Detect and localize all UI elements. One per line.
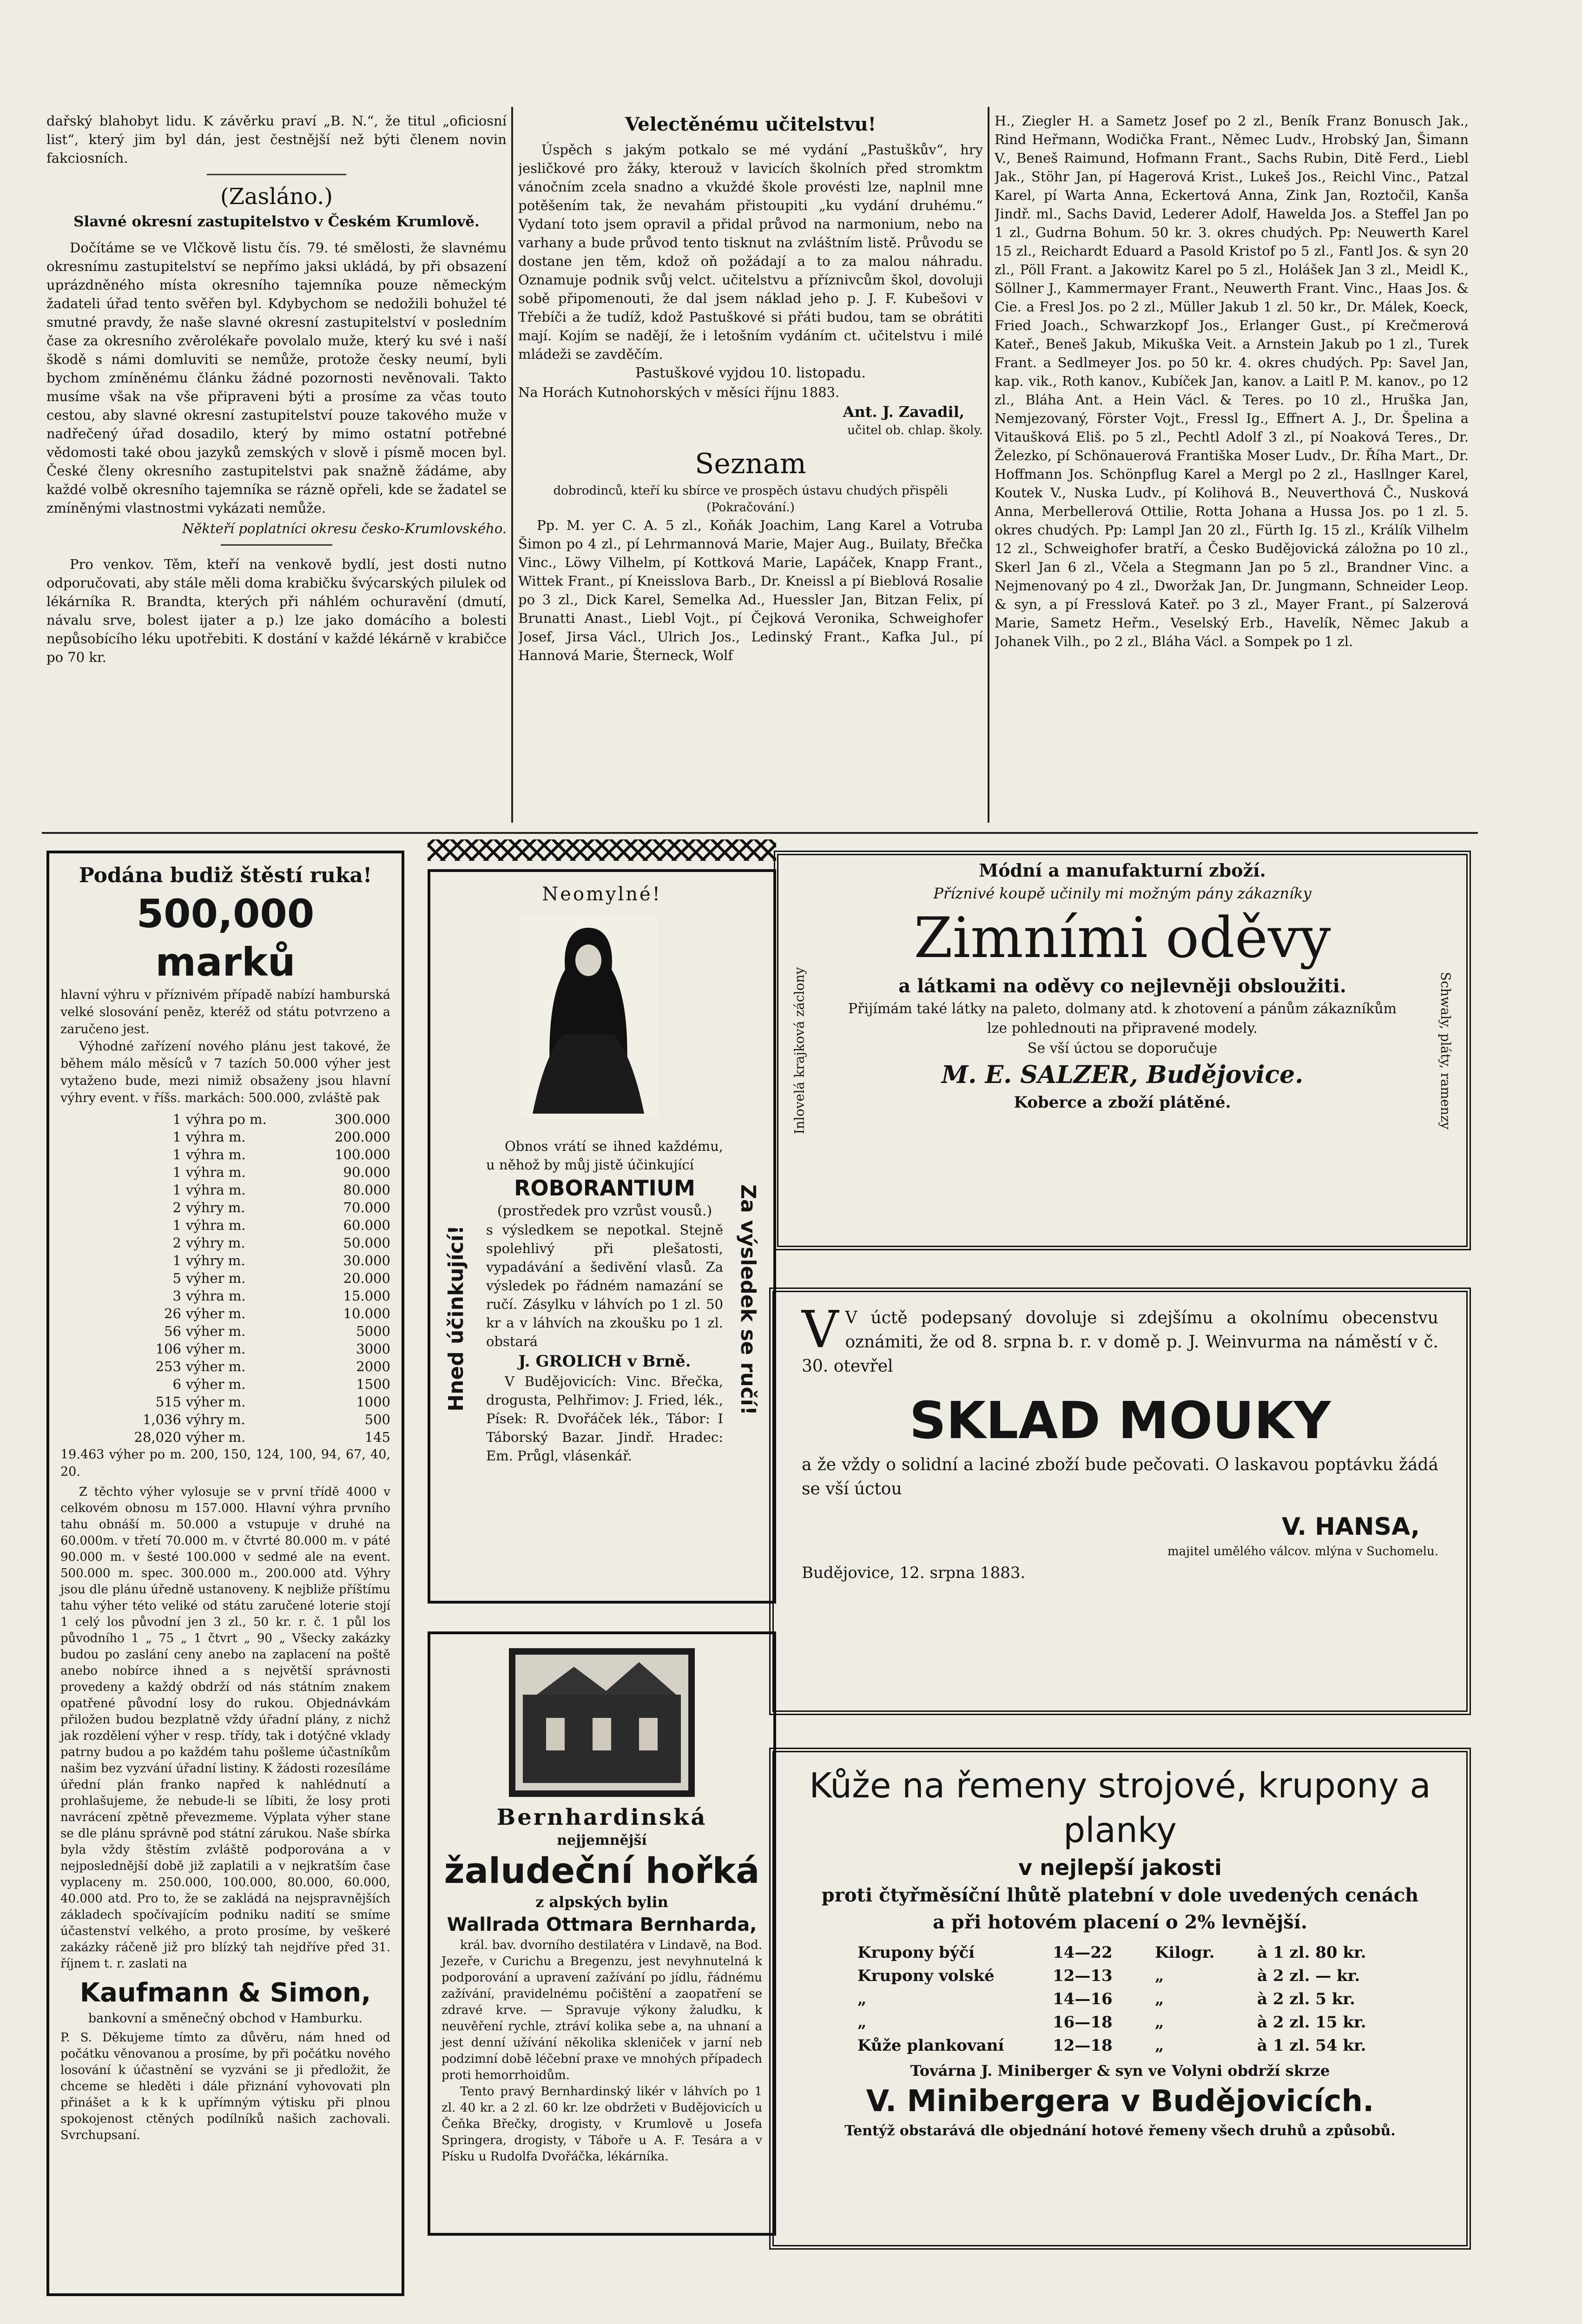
bitters-line-1: z alpských bylin — [535, 1893, 668, 1911]
bitters-body: král. bav. dvorního destilatéra v Lindavě, na Bod. Jezeře, v Curichu a Bregenzu, jest nevyhnutelná k podporování a upravení zažívání po jídlu, řádnému zažívání, pravidelnému počištění a zaopatření se zdravé krve. — Spravuje výkony žaludku, k neuvěření rychle, ztráví kolika sebe a, na uhnaní a jest denní užívání několika skleniček v jarní neb podzimní době léčební praxe ve mnohých případech proti hemorrhoidům. — [442, 1938, 762, 2082]
salzer-side-right — [1429, 920, 1462, 1181]
prize-row — [79, 1428, 390, 1446]
prize-amount: 90.000 — [343, 1164, 390, 1180]
prize-label: výhra po m. — [186, 1111, 267, 1127]
roborantium-ad — [428, 869, 776, 1604]
prize-count: 28,020 — [134, 1429, 181, 1445]
prize-amount: 1500 — [356, 1376, 390, 1392]
mouka-date: Budějovice, 12. srpna 1883. — [802, 1564, 1026, 1582]
roborantium-product-sub: (prostředek pro vzrůst vousů.) — [497, 1203, 712, 1219]
divider — [221, 544, 332, 546]
author-name: Ant. J. Zavadil, — [843, 403, 964, 421]
price-cell: à 2 zl. 5 kr. — [1257, 1990, 1355, 2008]
prize-amount: 60.000 — [343, 1217, 390, 1233]
salzer-line-2: a látkami na oděvy co nejlevněji obsloužiti. — [898, 975, 1346, 997]
leather-headline: Kůže na řemeny strojové, krupony a planky — [809, 1766, 1431, 1850]
prize-row — [79, 1322, 390, 1340]
prize-amount: 200.000 — [335, 1129, 390, 1145]
section-divider — [42, 832, 1478, 834]
prize-count: 6 — [172, 1376, 181, 1392]
unit-cell: „ — [1155, 2013, 1164, 2032]
mouka-body — [802, 1300, 1438, 1379]
prize-count: 1 — [172, 1253, 181, 1268]
prize-row — [79, 1375, 390, 1393]
salzer-top: Módní a manufakturní zboží. — [979, 860, 1266, 881]
salzer-side-left-label: Inlovelá krajková záclony — [791, 967, 807, 1134]
prize-row — [79, 1181, 390, 1199]
teachers-body: Úspěch s jakým potkalo se mé vydání „Pastuškův“, hry jesličkové pro žáky, kterouž v lavicích školních před stromktm vánočním zcela snadno a vkuždé škole provésti lze, naplnil mne potěšením tak, že nevahám přistoupiti „ku vydání druhému.“ Vydaní toto jsem opravil a přidal průvod na narmonium, nebo na varhany a bude průvod tento tisknut na zvláštním listě. Průvodu se dostane jen těm, kdož oň požádají a to za malou náhradu. Oznamuje podnik svůj velct. učitelstvu a příznivcům škol, dovoluji sobě připomenouti, že dal jsem náklad jeho p. J. F. Kubešovi v Třebíči a že tudíž, kdož Pastuškové si přáti budou, tam se obrátiti mají. Kojím se nadějí, že i letošním vydáním ct. učitelstvu i milé mládeži se zavděčím. — [518, 142, 983, 362]
price-cell: à 1 zl. 54 kr. — [1257, 2036, 1366, 2055]
bitters-brand: Bernhardinská — [496, 1804, 707, 1830]
prize-count: 1 — [172, 1182, 181, 1198]
prize-label: výhry m. — [186, 1235, 245, 1251]
article-intro: dařský blahobyt lidu. K závěrku praví „B. N.“, že titul „oficiosní list“, který jim byl dán, jest čestnější než býti členem novin fakciosních. — [46, 113, 507, 166]
leather-line-3: a při hotovém placení o 2% levnější. — [933, 1911, 1307, 1933]
drop-cap: V — [802, 1300, 839, 1359]
donor-list: H., Ziegler H. a Sametz Josef po 2 zl., Beník Franz Bonusch Jak., Rind Heřmann, Wodička Frant., Němec Ludv., Hrobský Jan, Šimann V., Beneš Raimund, Hofmann Frant., Sachs Rubin, Ditě Ferd., Liebl Jak., Stöhr Jan, pí Hagerová Krist., Lukeš Jos., Reichl Vinc., Patzal Karel, pí Warta Anna, Eckertová Anna, Zink Jan, Roztočil, Kanša Jindř. ml., Sachs David, Lederer Adolf, Hawelda Jos. a Steffel Jan po 1 zl., Gudrna Bohum. 50 kr. 3. okres chudých. Pp: Neuwerth Karel 15 zl., Reichardt Eduard a Pasold Kristof po 5 zl., Fantl Jos. & syn 20 zl., Pöll Frant. a Jakowitz Karel po 5 zl., Holášek Jan 3 zl., Meidl K., Söllner J., Kammermayer Frant., Neuwerth Frant. Vinc., Haas Jos. & Cie. a Fresl Jos. po 2 zl., Müller Jakub 1 zl. 50 kr., Dr. Málek, Koeck, Fried Joach., Schwarzkopf Jos., Erlanger Gust., pí Krečmerová Kateř., Beneš Jakub, Mikuška Veit. a Arnstein Jakub po 1 zl., Turek Frant. a Sedlmeyer Jos. po 50 kr. 4. okres chudých. Pp: Savel Jan, kap. vik., Roth kanov., Kubíček Jan, kanov. a Laitl P. M. kanov., po 12 zl., Bláha Ant. a Hein Václ. & Teres. po 10 zl., Hruška Jan, Nemjezovaný, Förster Vojt., Fressl Ig., Effnert A. J., Dr. Špelina a Vitaušková Eliš. po 5 zl., Pechtl Adolf 3 zl., pí Noaková Teres., Dr. Železko, pí Schönauerová Františka Moser Ludv., Dr. Říha Mart., Dr. Hoffmann Jos. Schönpflug Karel a Mergl po 2 zl., Hasllnger Karel, Koutek V., Nuska Ludv., pí Kolihová B., Neuverthová Č., Nusková Anna, Merbellerová Ottilie, Rotta Johana a Hussa Jos. po 1 zl. 5. okres chudých. Pp: Lampl Jan 20 zl., Fürth Ig. 15 zl., Králík Vilhelm 12 zl., Schweighofer bratří, a Česko Budějovická záložna po 10 zl., Skerl Jan 6 zl., Včela a Stegmann Jan po 5 zl., Brandner Vinc. a Nejmenovaný po 4 zl., Dworžak Jan, Dr. Jungmann, Schneider Leop. & syn, a pí Fresslová Kateř. po 3 zl., Mayer Frant., pí Salzerová Marie, Sametz Heřm., Veselský Erb., Havelík, Němec Jakub a Johanek Vilh., po 2 zl., Bláha Václ. a Sompek po 1 zl. — [995, 113, 1469, 649]
prize-count: 26 — [164, 1306, 181, 1321]
mouka-signer-title: majitel umělého válcov. mlýna v Suchomelu. — [1167, 1545, 1438, 1558]
prize-label: výhry m. — [186, 1200, 245, 1215]
weight-range-cell: 14—22 — [1053, 1943, 1113, 1962]
lottery-ad — [46, 851, 404, 2296]
product-cell: Krupony býčí — [857, 1943, 975, 1962]
teachers-heading: Velectěnému učitelstvu! — [625, 113, 877, 135]
leather-factory: Továrna J. Miniberger & syn ve Volyni obdrží skrze — [910, 2062, 1330, 2080]
prize-row — [79, 1199, 390, 1216]
prize-count: 56 — [164, 1323, 181, 1339]
prize-label: výhra m. — [186, 1147, 246, 1162]
prize-row — [79, 1358, 390, 1375]
release-date: Pastuškové vyjdou 10. listopadu. — [635, 365, 866, 381]
price-row — [857, 1964, 1443, 1987]
roborantium-body-1: Obnos vrátí se ihned každému, u něhož by můj jistě účinkující — [486, 1138, 723, 1173]
author-title: učitel ob. chlap. školy. — [847, 423, 983, 437]
prize-amount: 10.000 — [343, 1306, 390, 1321]
lottery-firm: Kaufmann & Simon, — [79, 1978, 371, 2008]
prize-count: 1 — [172, 1217, 181, 1233]
prize-row — [79, 1163, 390, 1181]
monastery-engraving — [509, 1648, 695, 1797]
mouka-body-2: a že vždy o solidní a laciné zboží bude pečovati. O laskavou poptávku žádá se vší úctou — [802, 1455, 1438, 1499]
salzer-line-3: Přijímám také látky na paleto, dolmany atd. k zhotovení a pánům zákazníkům lze pohlednouti na připravené modely. — [848, 1001, 1397, 1037]
lottery-body: Z těchto výher vylosuje se v první třídě 4000 v celkovém obnosu m 157.000. Hlavní výhra prvního tahu obnáší m. 50.000 a vstupuje v druhé na 60.000m. v třetí 70.000 m. v čtvrté 80.000 m. v páté 90.000 m. v šesté 100.000 v sedmé ale na event. 500.000 m. spec. 300.000 m., 200.000 atd. Výhry jsou dle plánu úředně ustanoveny. K nejbliže příštímu tahu výher této veliké od státu zaručené loterie stojí 1 celý los původní jen 3 zl., 50 kr. r. č. 1 půl los původního 1 „ 75 „ 1 čtvrt „ 90 „ Všecky zakázky budou po zaslání ceny anebo na zaplacení na poště anebo nobírce ihned a s největší správnosti provedeny a každý obdrží od nás státním znakem opatřené původní losy do rukou. Objednávkám přiložen budou bezplatně vždy úřadní plány, z nichž jak rozdělení výher v resp. třídy, tak i dotýčné vklady patrny budou a po každém tahu pošleme účastníkům našim bez vyzvání úřadní listiny. K žádosti rozesíláme úřední plán franko napřed k nahlédnutí a prohlašujeme, že nebude-li se líbiti, že losy proti navrácení zpětně převezmeme. Výplata výher stane se dle plánu správně pod státní zárukou. Naše sbírka byla vždy štěstím zvláště podporována a v nejposlednější době již zaplatili a v nejkratším čase vyplaceny m. 250.000, 100.000, 80.000, 60.000, 40.000 atd. Pro to, že se zakládá na nejspravnějších základech spočívajícím podniku nadití se smíme účastenství velkého, a proto prosíme, by veškeré zakázky ráčeně již pro blízký tah nejdříve před 31. říjnem t. r. zaslati na — [60, 1485, 390, 1971]
column-2 — [518, 112, 983, 813]
place-date: Na Horách Kutnohorských v měsíci říjnu 1883. — [518, 384, 840, 400]
prize-row — [79, 1234, 390, 1252]
ornament-border — [428, 839, 776, 861]
prize-row — [79, 1411, 390, 1428]
salzer-side-right-label: Schwaly, pláty, ramenzy — [1437, 971, 1453, 1129]
price-table — [857, 1941, 1443, 2057]
prize-count: 1 — [172, 1129, 181, 1145]
column-divider — [988, 107, 989, 823]
product-cell: Kůže plankovaní — [857, 2036, 1004, 2055]
prize-amount: 3000 — [356, 1341, 390, 1357]
prize-amount: 15.000 — [343, 1288, 390, 1304]
roborantium-top-label: Neomylné! — [542, 884, 662, 905]
column-3 — [995, 112, 1469, 818]
prize-amount: 500 — [364, 1412, 390, 1427]
salzer-ad — [774, 851, 1471, 1250]
salzer-side-left — [783, 920, 816, 1181]
column-1 — [46, 112, 507, 813]
seznam-body: Pp. M. yer C. A. 5 zl., Koňák Joachim, Lang Karel a Votruba Šimon po 4 zl., pí Lehrmannová Marie, Majer Aug., Builaty, Břečka Vinc., Löwy Vilhelm, pí Kottková Marie, Lapáček, Knapp Frant., Wittek Frant., pí Kneisslova Barb., Dr. Kneissl a pí Bieblová Rosalie po 3 zl., Dick Karel, Semelka Ad., Huessler Jan, Bitzan Felix, pí Brunatti Anast., Liebl Vojt., pí Čejková Veronika, Schweighofer Josef, Jirsa Václ., Ulrich Jos., Ledinský Frant., Kafka Jul., pí Hannová Marie, Šterneck, Wolf — [518, 517, 983, 663]
price-cell: à 2 zl. 15 kr. — [1257, 2013, 1366, 2032]
zaslano-body: Dočítáme se ve Vlčkově listu čís. 79. té smělosti, že slavnému okresnímu zastupitelství se nepřímo jaksi ukládá, by při obsazení uprázdněného místa okresního tajemníka pouze německým žadateli úřad tento svěřen byl. Kdybychom se nedožili bohužel té smutné pravdy, že naše slavné okresní zastupitelství v posledním čase za okresního zvěrolékaře povolalo muže, který ku své i naší škodě s námi domluviti se nemůže, protože česky neumí, byli bychom zmíněnému článku žádné pozornosti nevěnovali. Takto musíme však na vše připraveni býti a prosíme za včas touto cestou, aby slavné okresní zastupitelství pouze takového muže v nadřečený úřad dosadilo, který by mimo ostatní potřebné vědomosti také obou jazyků zemských v slově i písmě mocen byl. České členy okresního zastupitelstvi pak snažně žádáme, aby každé volbě okresního tajemníka se rázně opřeli, kde se žadatel se zmíněnými vlastnostmi vykázati nemůže. — [46, 240, 507, 516]
prize-amount: 70.000 — [343, 1200, 390, 1215]
weight-range-cell: 14—16 — [1053, 1990, 1113, 2008]
weight-range-cell: 16—18 — [1053, 2013, 1113, 2032]
zaslano-subheading: Slavné okresní zastupitelstvo v Českém Krumlově. — [73, 213, 480, 230]
price-cell: à 2 zl. — kr. — [1257, 1967, 1360, 1985]
prize-label: výher m. — [186, 1429, 246, 1445]
prize-amount: 80.000 — [343, 1182, 390, 1198]
prize-row — [79, 1305, 390, 1322]
prize-label: výhra m. — [186, 1182, 246, 1198]
prize-label: výher m. — [186, 1323, 246, 1339]
lottery-ps: P. S. Děkujeme tímto za důvěru, nám hned od počátku věnovanou a prosíme, by při počátku nového losování k účastnění se vyzváni se ji předložit, že chceme se hleděti i dále přiznání vyhovovati pln přinášet a k k k upřímným výtisku při plnou spokojenost ctěných podílníků našich zachovali. Svrchupsaní. — [60, 2031, 390, 2142]
lottery-intro-2: Výhodné zařízení nového plánu jest takové, že během málo měsíců v 7 tazích 50.000 výher jest vytaženo bude, mezi nimiž obsaženy jsou hlavní výhry event. v říšs. markách: 500.000, zvláště pak — [60, 1039, 390, 1105]
lottery-intro: hlavní výhru v příznivém případě nabízí hamburská velké slosování peněz, kteréž od státu potvrzeno a zaručeno jest. — [60, 988, 390, 1037]
unit-cell: „ — [1155, 1967, 1164, 1985]
prize-count: 3 — [172, 1288, 181, 1304]
lottery-title: Podána budiž štěstí ruka! — [79, 864, 372, 887]
roborantium-product: ROBORANTIUM — [514, 1175, 695, 1201]
leather-line-1: v nejlepší jakosti — [1018, 1855, 1222, 1880]
column-divider — [511, 107, 513, 823]
prize-amount: 100.000 — [335, 1147, 390, 1162]
prize-count: 253 — [155, 1359, 181, 1374]
prize-count: 2 — [172, 1235, 181, 1251]
prize-label: výher m. — [186, 1376, 246, 1392]
prize-count: 106 — [155, 1341, 181, 1357]
prize-row — [79, 1216, 390, 1234]
leather-firm: V. Minibergera v Budějovicích. — [866, 2084, 1374, 2119]
unit-cell: „ — [1155, 1990, 1164, 2008]
prize-label: výher m. — [186, 1394, 246, 1410]
prize-count: 1 — [172, 1164, 181, 1180]
prize-label: výhra m. — [186, 1217, 246, 1233]
prize-count: 1 — [172, 1111, 181, 1127]
lottery-amount: 500,000 marků — [136, 891, 315, 985]
seznam-subtitle: dobrodinců, kteří ku sbírce ve prospěch ústavu chudých přispěli — [553, 484, 948, 498]
salzer-intro: Příznivé koupě učinily mi možným pány zákazníky — [933, 885, 1312, 902]
roborantium-maker: J. GROLICH v Brně. — [518, 1352, 691, 1371]
prize-row — [79, 1269, 390, 1287]
prize-label: výhra m. — [186, 1288, 246, 1304]
seznam-title: Seznam — [695, 448, 806, 480]
product-cell: Krupony volské — [857, 1967, 995, 1985]
prize-count: 1 — [172, 1147, 181, 1162]
divider — [207, 174, 346, 175]
salzer-bottom: Koberce a zboží plátěné. — [1014, 1093, 1231, 1112]
prize-label: výher m. — [186, 1270, 246, 1286]
bitters-body-2: Tento pravý Bernhardinský likér v láhvích po 1 zl. 40 kr. a 2 zl. 60 kr. lze obdržeti v Budějovicích u Čeňka Břečky, drogisty, v Krumlově u Josefa Springera, drogisty, v Táboře u A. F. Tesára a v Písku u Rudolfa Dvořáčka, lékárníka. — [442, 2085, 762, 2164]
prize-row — [79, 1146, 390, 1163]
weight-range-cell: 12—18 — [1053, 2036, 1113, 2055]
prize-row — [79, 1287, 390, 1305]
prize-label: výher m. — [186, 1359, 246, 1374]
mouka-ad — [769, 1287, 1471, 1715]
prize-label: výhry m. — [186, 1253, 245, 1268]
side-text-left-label: Hned účinkující! — [444, 1225, 468, 1412]
prize-amount: 20.000 — [343, 1270, 390, 1286]
bitters-title: žaludeční hořká — [444, 1850, 760, 1891]
unit-cell: „ — [1155, 2036, 1164, 2055]
bitters-maker: Wallrada Ottmara Bernharda, — [447, 1914, 757, 1935]
prize-amount: 300.000 — [335, 1111, 390, 1127]
price-row — [857, 1941, 1443, 1964]
prize-count: 2 — [172, 1200, 181, 1215]
lottery-firm-sub: bankovní a směnečný obchod v Hamburku. — [88, 2011, 363, 2026]
prize-label: výhry m. — [186, 1412, 245, 1427]
salzer-line-4: Se vší úctou se doporučuje — [1027, 1040, 1218, 1056]
prize-row — [79, 1393, 390, 1411]
side-text-right — [727, 1067, 769, 1532]
mouka-title: SKLAD MOUKY — [909, 1391, 1331, 1450]
leather-tail: Tentýž obstarává dle objednání hotové řemeny všech druhů a způsobů. — [844, 2123, 1396, 2139]
product-cell: „ — [857, 1990, 867, 2008]
seznam-continued: (Pokračování.) — [706, 501, 795, 515]
side-text-left — [435, 1132, 477, 1504]
prize-count: 1,036 — [142, 1412, 181, 1427]
prize-row — [79, 1340, 390, 1358]
zaslano-signature: Někteří poplatníci okresu česko-Krumlovského. — [182, 521, 507, 536]
salzer-headline: Zimními oděvy — [914, 906, 1331, 971]
side-text-right-label: Za výsledek se ručí! — [736, 1184, 760, 1415]
prize-label: výher m. — [186, 1341, 246, 1357]
mouka-body-text: V úctě podepsaný dovoluje si zdejšímu a okolnímu obecenstvu oznámiti, že od 8. srpna b. r. v domě p. J. Weinvurma na náměstí v č. 30. otevřel — [802, 1308, 1438, 1376]
price-cell: à 1 zl. 80 kr. — [1257, 1943, 1366, 1962]
prize-row — [79, 1252, 390, 1269]
prize-label: výhra m. — [186, 1129, 246, 1145]
roborantium-sellers: V Budějovicích: Vinc. Břečka, drogusta, Pelhřimov: J. Fried, lék., Písek: R. Dvořáček lék., Tábor: I Táborský Bazar. Jindř. Hradec: Em. Průgl, vlásenkář. — [486, 1373, 723, 1464]
pro-venkov-text: Pro venkov. Těm, kteří na venkově bydlí, jest dosti nutno odporučovati, aby stále měli doma krabičku švýcarských pilulek od lékárníka R. Brandta, kterých při náhlém ochuravění (dmutí, návalu srve, bolest ijater a p.) lze jako domácího a bolesti nepůsobícího léku upotřebiti. K dostání v každé lékárně v krabičce po 70 kr. — [46, 556, 507, 665]
woman-illustration — [519, 914, 658, 1118]
unit-cell: Kilogr. — [1155, 1943, 1215, 1962]
prize-count: 515 — [155, 1394, 181, 1410]
bitters-ad — [428, 1631, 776, 2236]
product-cell: „ — [857, 2013, 867, 2032]
prize-amount: 1000 — [356, 1394, 390, 1410]
roborantium-body-2: s výsledkem se nepotkal. Stejně spolehlivý při plešatosti, vypadávání a šedivění vlasů. Za výsledek po řádném namazání se ručí. Zásylku v láhvích po 1 zl. 50 kr a v láhvích na zkoušku po 1 zl. obstará — [486, 1222, 723, 1349]
prize-row — [79, 1128, 390, 1146]
weight-range-cell: 12—13 — [1053, 1967, 1113, 1985]
prize-label: výher m. — [186, 1306, 246, 1321]
prize-amount: 145 — [364, 1429, 390, 1445]
zaslano-heading: (Zasláno.) — [220, 184, 333, 210]
prize-table — [79, 1110, 390, 1446]
mouka-signer: V. HANSA, — [1281, 1513, 1420, 1541]
prize-amount: 50.000 — [343, 1235, 390, 1251]
prize-amount: 2000 — [356, 1359, 390, 1374]
salzer-signature: M. E. SALZER, Budějovice. — [941, 1061, 1304, 1089]
bitters-subtitle: nejjemnější — [557, 1832, 647, 1849]
prize-amount: 5000 — [356, 1323, 390, 1339]
leather-ad — [769, 1748, 1471, 2250]
prize-amount: 30.000 — [343, 1253, 390, 1268]
prize-row — [79, 1110, 390, 1128]
prize-label: výhra m. — [186, 1164, 246, 1180]
prize-count: 5 — [172, 1270, 181, 1286]
price-row — [857, 2011, 1443, 2034]
price-row — [857, 2034, 1443, 2057]
leather-line-2: proti čtyřměsíční lhůtě platební v dole uvedených cenách — [821, 1884, 1419, 1906]
price-row — [857, 1987, 1443, 2011]
prizes-tail: 19.463 výher po m. 200, 150, 124, 100, 94, 67, 40, 20. — [60, 1447, 390, 1479]
